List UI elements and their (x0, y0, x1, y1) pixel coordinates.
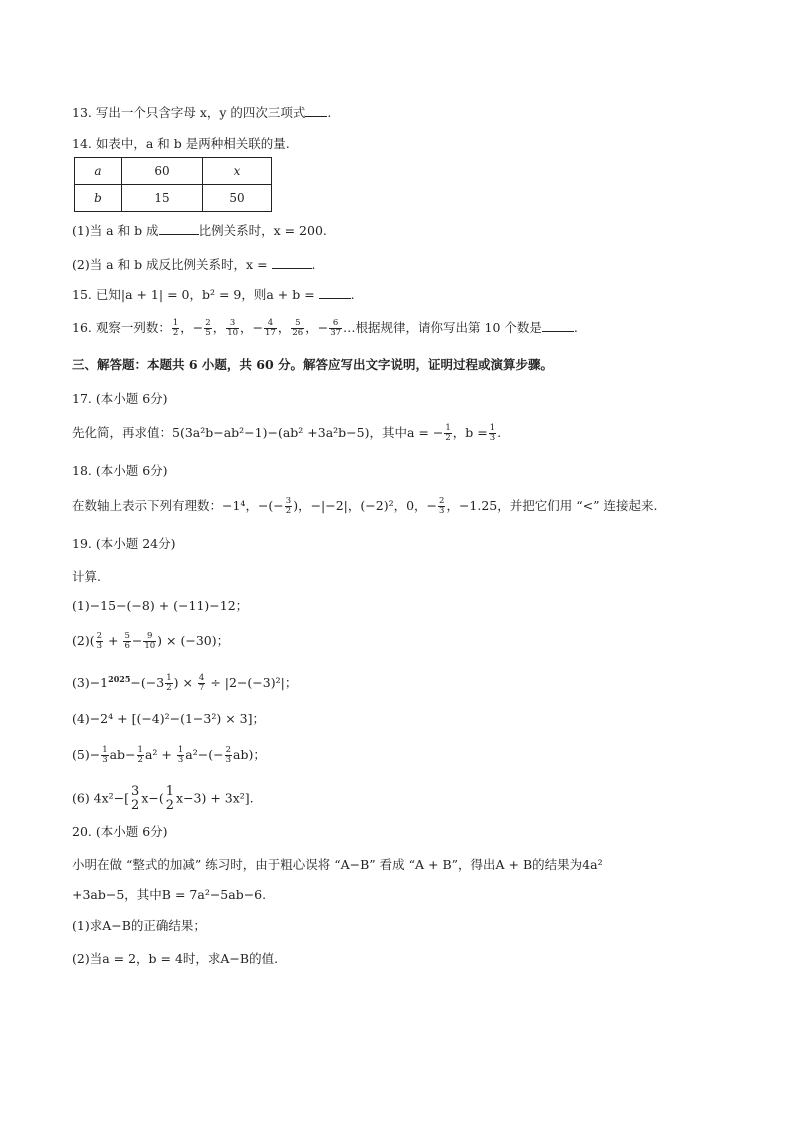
fraction: $\frac{2}{3}$ (96, 631, 103, 651)
question-19-part-2: (2)( $\frac{2}{3}$ + $\frac{5}{6}$ − $\frac{9}{10}$ ) × (−30)； (72, 631, 230, 651)
term-sign: − (317, 320, 329, 335)
sequence-term: $\frac{4}{17}$ (265, 318, 276, 338)
q14-table (74, 157, 272, 212)
question-14-stem: 14. 如表中，a 和 b 是两种相关联的量. (72, 136, 290, 151)
question-20-title: 20. (本小题 6分) (72, 824, 168, 839)
table-cell: 50 (203, 185, 272, 212)
section-heading: 三、解答题：本题共 6 小题，共 60 分。解答应写出文字说明，证明过程或演算步骤。 (72, 357, 554, 372)
fraction: $\frac{2}{3}$ (225, 745, 232, 765)
question-20-line-1: 小明在做 “整式的加减” 练习时，由于粗心误将 “A−B” 看成 “A + B”，得出A + B的结果为4a² (72, 857, 603, 872)
question-13: 13. 写出一个只含字母 x，y 的四次三项式 . (72, 105, 332, 120)
question-19-part-4: (4)−2⁴ + [(−4)²−(1−3²) × 3]； (72, 711, 265, 726)
fraction: $\frac{1}{3}$ (489, 423, 496, 443)
term-sign: − (252, 320, 264, 335)
question-19-title: 19. (本小题 24分) (72, 536, 176, 551)
question-15: 15. 已知|a + 1| = 0，b² = 9，则a + b = . (72, 287, 355, 302)
table-cell: x (203, 158, 272, 185)
fraction: $\frac{3}{2}$ (285, 496, 292, 516)
question-19-part-6: (6) 4x²−[ 3 2 x−( 1 2 x−3) + 3x²]. (72, 784, 254, 813)
term-sign: − (192, 320, 204, 335)
fraction: 3 2 (131, 784, 140, 813)
sequence-term: $\frac{6}{37}$ (330, 318, 342, 338)
separator: ， (180, 320, 193, 335)
fraction: 1 2 (165, 784, 175, 813)
question-16: 16. 观察一列数： $\frac{1}{2}$ ，− $\frac{2}{5}$ ， $\frac{3}{10}$ ，− $\frac{4}{17}$ ， $\frac{5}{26}$ ，− $\frac{6}{37}$ …根据规律，请你写出第 10 个数是 . (72, 318, 578, 338)
question-17-body: 先化简，再求值：5(3a²b−ab²−1)−(ab² +3a²b−5)，其中a = − $\frac{1}{2}$ ，b = $\frac{1}{3}$ . (72, 423, 502, 443)
fraction: $\frac{1}{3}$ (177, 745, 184, 765)
table-cell: 15 (122, 185, 203, 212)
fraction: $\frac{1}{3}$ (102, 745, 108, 765)
fraction: $\frac{4}{7}$ (198, 673, 205, 693)
answer-blank (305, 103, 327, 117)
fraction: $\frac{1}{2}$ (137, 745, 143, 765)
question-17-title: 17. (本小题 6分) (72, 391, 168, 406)
question-20-line-2: +3ab−5，其中B = 7a²−5ab−6. (72, 887, 267, 902)
answer-blank (319, 285, 351, 299)
question-14-part-2: (2)当 a 和 b 成反比例关系时，x = . (72, 257, 316, 272)
fraction: $\frac{5}{6}$ (124, 631, 130, 651)
answer-blank (272, 255, 312, 269)
separator: ， (240, 320, 253, 335)
answer-blank (542, 318, 574, 332)
question-20-part-1: (1)求A−B的正确结果； (72, 918, 206, 933)
question-19-part-1: (1)−15−(−8) + (−11)−12； (72, 598, 249, 613)
fraction: $\frac{1}{2}$ (166, 673, 172, 693)
question-20-part-2: (2)当a = 2，b = 4时，求A−B的值. (72, 951, 279, 966)
separator: ， (212, 320, 226, 335)
table-cell: 60 (122, 158, 203, 185)
sequence-terms (171, 318, 343, 338)
question-18-title: 18. (本小题 6分) (72, 463, 168, 478)
question-14-part-1: (1)当 a 和 b 成 比例关系时，x = 200. (72, 223, 327, 238)
fraction: $\frac{9}{10}$ (144, 631, 156, 651)
question-19-intro: 计算. (72, 569, 101, 584)
table-row (75, 185, 272, 212)
sequence-term: $\frac{5}{26}$ (292, 318, 304, 338)
answer-blank (159, 221, 199, 235)
question-18-body: 在数轴上表示下列有理数：−1⁴，−(− $\frac{3}{2}$ )，−|−2|，(−2)²，0，− $\frac{2}{3}$ ，−1.25，并把它们用 “<” 连接起来. (72, 496, 658, 516)
separator: ， (305, 320, 318, 335)
sequence-term: $\frac{3}{10}$ (227, 318, 239, 338)
table-cell: a (75, 158, 122, 185)
question-19-part-3: $(3)-1^{2025}-(-3$ $\frac{1}{2}$ ) × $\frac{4}{7}$ ÷ |2−(−3)²|； (72, 673, 298, 693)
question-19-part-5: (5)− $\frac{1}{3}$ ab− $\frac{1}{2}$ a² + $\frac{1}{3}$ a²−(− $\frac{2}{3}$ ab)； (72, 745, 266, 765)
sequence-term: $\frac{2}{5}$ (205, 318, 211, 338)
table-cell: b (75, 185, 122, 212)
sequence-term: $\frac{1}{2}$ (172, 318, 179, 338)
table-row (75, 158, 272, 185)
fraction: $\frac{1}{2}$ (445, 423, 451, 443)
separator: ， (277, 320, 291, 335)
fraction: $\frac{2}{3}$ (439, 496, 445, 516)
